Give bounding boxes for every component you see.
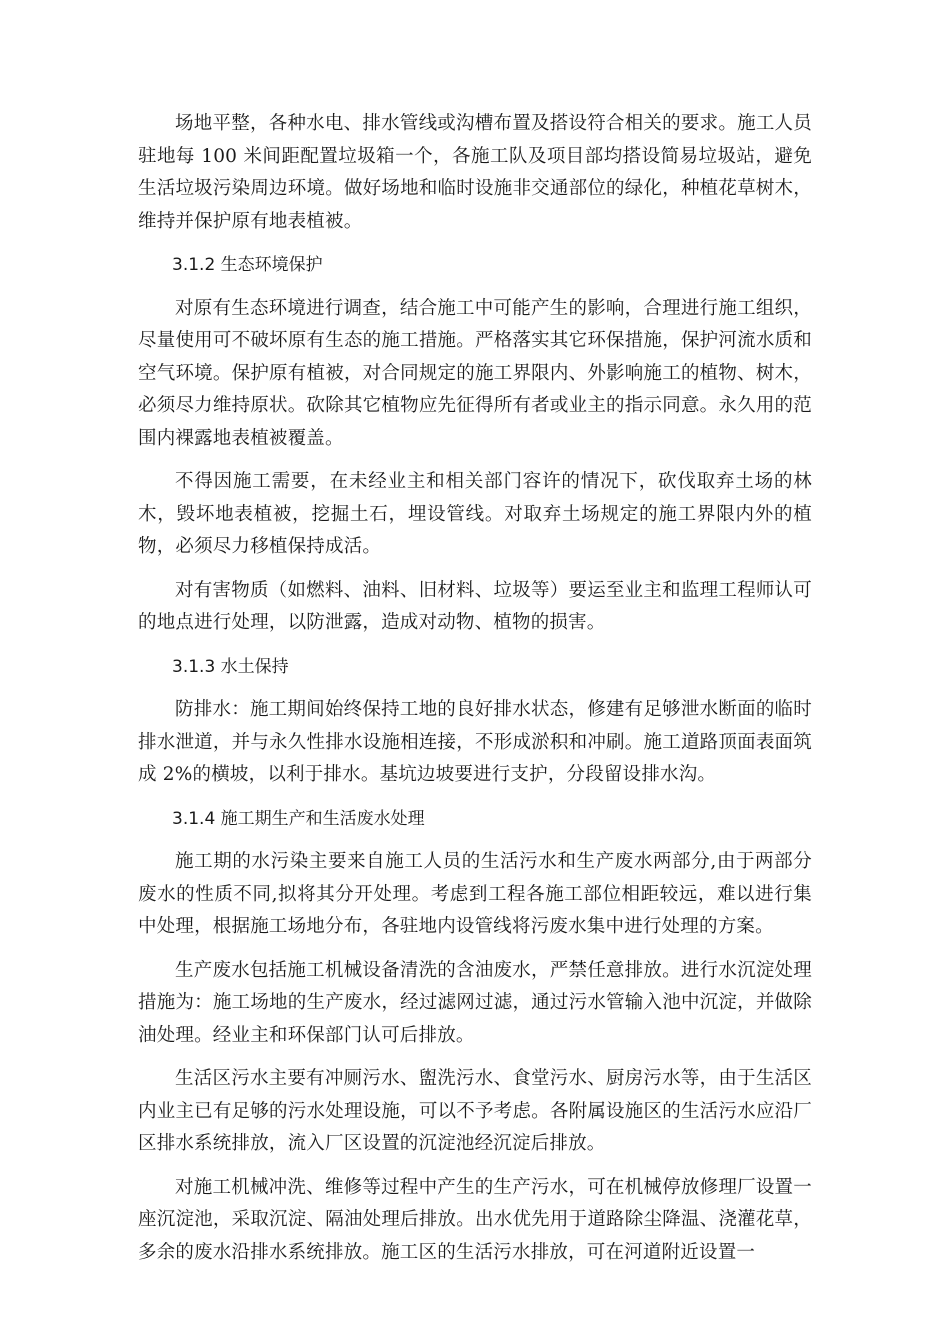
paragraph-drainage: 防排水：施工期间始终保持工地的良好排水状态，修建有足够泄水断面的临时排水泄道，并与永久性排水设施相连接，不形成淤积和冲刷。施工道路顶面表面筑成 2%的横坡，以利于排水。基坑边坡要进行支护，分段留设排水沟。 xyxy=(138,699,812,785)
paragraph-machinery-wastewater: 对施工机械冲洗、维修等过程中产生的生产污水，可在机械停放修理厂设置一座沉淀池，采取沉淀、隔油处理后排放。出水优先用于道路除尘降温、浇灌花草，多余的废水沿排水系统排放。施工区的生活污水排放，可在河道附近设置一 xyxy=(138,1176,812,1263)
section-heading-3-1-2: 3.1.2 生态环境保护 xyxy=(172,255,323,275)
paragraph-water-pollution-sources: 施工期的水污染主要来自施工人员的生活污水和生产废水两部分,由于两部分废水的性质不同,拟将其分开处理。考虑到工程各施工部位相距较远，难以进行集中处理，根据施工场地分布，各驻地内设管线将污废水集中进行处理的方案。 xyxy=(138,851,812,937)
paragraph-hazardous-materials: 对有害物质（如燃料、油料、旧材料、垃圾等）要运至业主和监理工程师认可的地点进行处理，以防泄露，造成对动物、植物的损害。 xyxy=(138,579,812,633)
paragraph-ecology-survey: 对原有生态环境进行调查，结合施工中可能产生的影响，合理进行施工组织，尽量使用可不破坏原有生态的施工措施。严格落实其它环保措施，保护河流水质和空气环境。保护原有植被，对合同规定的施工界限内、外影响施工的植物、树木，必须尽力维持原状。砍除其它植物应先征得所有者或业主的指示同意。永久用的范围内裸露地表植被覆盖。 xyxy=(138,297,812,449)
paragraph-site-leveling: 场地平整，各种水电、排水管线或沟槽布置及搭设符合相关的要求。施工人员驻地每 100 米间距配置垃圾箱一个，各施工队及项目部均搭设简易垃圾站，避免生活垃圾污染周边环境。做好场地和临时设施非交通部位的绿化，种植花草树木，维持并保护原有地表植被。 xyxy=(138,113,812,232)
paragraph-production-wastewater: 生产废水包括施工机械设备清洗的含油废水，严禁任意排放。进行水沉淀处理措施为：施工场地的生产废水，经过滤网过滤，通过污水管输入池中沉淀，并做除油处理。经业主和环保部门认可后排放。 xyxy=(138,959,812,1046)
paragraph-domestic-sewage: 生活区污水主要有冲厕污水、盥洗污水、食堂污水、厨房污水等，由于生活区内业主已有足够的污水处理设施，可以不予考虑。各附属设施区的生活污水应沿厂区排水系统排放，流入厂区设置的沉淀池经沉淀后排放。 xyxy=(138,1068,812,1154)
paragraph-no-logging: 不得因施工需要，在未经业主和相关部门容许的情况下，砍伐取弃土场的林木，毁坏地表植被，挖掘土石，埋设管线。对取弃土场规定的施工界限内外的植物，必须尽力移植保持成活。 xyxy=(138,471,812,557)
section-heading-3-1-3: 3.1.3 水土保持 xyxy=(172,656,289,677)
section-heading-3-1-4: 3.1.4 施工期生产和生活废水处理 xyxy=(172,808,425,829)
